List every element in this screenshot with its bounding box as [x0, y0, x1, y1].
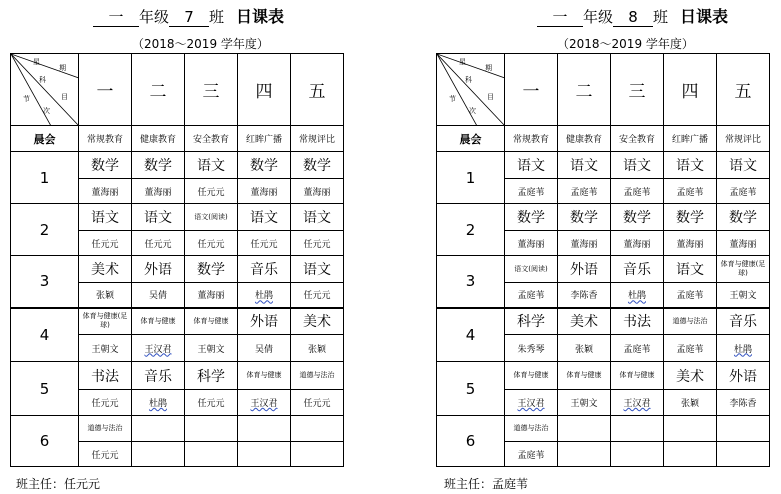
- subject-cell: 语文: [558, 152, 611, 179]
- subject-cell: 外语: [132, 256, 185, 283]
- timetable: [10, 53, 344, 467]
- teacher-cell: [717, 442, 770, 467]
- day-header: 三: [611, 54, 664, 126]
- subject-cell: 体育与健康: [611, 362, 664, 390]
- subject-cell: 语文: [664, 152, 717, 179]
- day-header: 二: [132, 54, 185, 126]
- day-header: 二: [558, 54, 611, 126]
- head-teacher: 班主任：孟庭苇: [444, 477, 529, 491]
- subject-cell: 语文(阅读): [185, 204, 238, 231]
- teacher-cell: 任元元: [238, 231, 291, 256]
- day-header: 三: [185, 54, 238, 126]
- teacher-cell: 孟庭苇: [611, 335, 664, 362]
- teacher-cell: 董海丽: [611, 231, 664, 256]
- grade-label: 年级: [139, 8, 170, 26]
- corner-label: 次: [43, 107, 50, 115]
- teacher-cell: 任元元: [185, 390, 238, 416]
- subject-cell: 语文: [717, 152, 770, 179]
- subject-cell: 书法: [611, 308, 664, 335]
- class-label: 班: [653, 8, 669, 26]
- teacher-cell: 李陈香: [717, 390, 770, 416]
- assembly-cell: 红眸广播: [238, 126, 291, 152]
- class-label: 班: [209, 8, 225, 26]
- teacher-cell: 任元元: [185, 179, 238, 204]
- teacher-cell: 吴倩: [132, 283, 185, 308]
- subject-cell: 科学: [505, 308, 558, 335]
- teacher-cell: 孟庭苇: [505, 179, 558, 204]
- subject-cell: 美术: [291, 308, 344, 335]
- subject-cell: 数学: [505, 204, 558, 231]
- corner-label: 星: [459, 58, 466, 66]
- subject-cell: 道德与法治: [291, 362, 344, 390]
- day-header: 一: [79, 54, 132, 126]
- period-number: 4: [11, 308, 79, 362]
- teacher-cell: 任元元: [79, 231, 132, 256]
- subject-cell: [238, 416, 291, 442]
- teacher-cell: 任元元: [291, 390, 344, 416]
- subject-cell: 数学: [238, 152, 291, 179]
- subject-cell: 语文: [238, 204, 291, 231]
- class-value: 8: [613, 9, 653, 27]
- teacher-cell: 董海丽: [505, 231, 558, 256]
- subject-cell: [291, 416, 344, 442]
- subject-cell: 音乐: [611, 256, 664, 283]
- subject-cell: [185, 416, 238, 442]
- assembly-cell: 安全教育: [185, 126, 238, 152]
- teacher-cell: [558, 442, 611, 467]
- teacher-cell: [291, 442, 344, 467]
- assembly-cell: 红眸广播: [664, 126, 717, 152]
- subject-cell: 数学: [291, 152, 344, 179]
- teacher-cell: 杜鹃: [132, 390, 185, 416]
- subject-cell: 美术: [558, 308, 611, 335]
- subject-cell: 道德与法治: [664, 308, 717, 335]
- teacher-cell: 董海丽: [558, 231, 611, 256]
- grade-label: 年级: [583, 8, 614, 26]
- teacher-cell: 孟庭苇: [664, 335, 717, 362]
- subject-cell: 数学: [611, 204, 664, 231]
- subject-cell: 音乐: [132, 362, 185, 390]
- timetable: [436, 53, 770, 467]
- teacher-cell: 任元元: [185, 231, 238, 256]
- teacher-cell: 董海丽: [238, 179, 291, 204]
- head-teacher: 班主任：任元元: [16, 477, 101, 491]
- subject-cell: 美术: [79, 256, 132, 283]
- corner-label: 次: [469, 107, 476, 115]
- teacher-cell: 孟庭苇: [558, 179, 611, 204]
- period-number: 2: [11, 204, 79, 256]
- teacher-cell: 张颖: [79, 283, 132, 308]
- assembly-cell: 常规评比: [717, 126, 770, 152]
- subject-cell: 道德与法治: [79, 416, 132, 442]
- teacher-cell: [611, 442, 664, 467]
- teacher-cell: [238, 442, 291, 467]
- teacher-cell: 张颖: [664, 390, 717, 416]
- subject-cell: 外语: [238, 308, 291, 335]
- subject-cell: 科学: [185, 362, 238, 390]
- teacher-cell: 杜鹃: [238, 283, 291, 308]
- schedule-title: [537, 4, 728, 27]
- subject-cell: 数学: [717, 204, 770, 231]
- corner-label: 节: [449, 95, 456, 103]
- teacher-cell: [132, 442, 185, 467]
- teacher-cell: 任元元: [291, 231, 344, 256]
- teacher-cell: 王汉君: [132, 335, 185, 362]
- subject-cell: 语文: [291, 256, 344, 283]
- teacher-cell: 王朝文: [558, 390, 611, 416]
- teacher-cell: 朱秀琴: [505, 335, 558, 362]
- subject-cell: 体育与健康(足球): [79, 308, 132, 335]
- assembly-cell: 常规教育: [505, 126, 558, 152]
- subject-cell: 语文: [611, 152, 664, 179]
- timetable-title: 日课表: [236, 7, 285, 26]
- teacher-cell: 孟庭苇: [611, 179, 664, 204]
- teacher-cell: 董海丽: [79, 179, 132, 204]
- period-number: 4: [437, 308, 505, 362]
- period-number: 3: [11, 256, 79, 308]
- subject-cell: 语文: [505, 152, 558, 179]
- teacher-cell: 董海丽: [185, 283, 238, 308]
- grade-value: 一: [537, 9, 583, 27]
- teacher-cell: 王朝文: [185, 335, 238, 362]
- teacher-cell: 王汉君: [238, 390, 291, 416]
- day-header: 五: [291, 54, 344, 126]
- subject-cell: 语文: [132, 204, 185, 231]
- teacher-cell: [185, 442, 238, 467]
- subject-cell: [717, 416, 770, 442]
- teacher-cell: 孟庭苇: [505, 442, 558, 467]
- subject-cell: 音乐: [717, 308, 770, 335]
- assembly-label: 晨会: [11, 126, 79, 152]
- subject-cell: 语文: [79, 204, 132, 231]
- subject-cell: 语文(阅读): [505, 256, 558, 283]
- corner-label: 期: [485, 64, 492, 72]
- subject-cell: 道德与法治: [505, 416, 558, 442]
- schedule-title: [93, 4, 284, 27]
- teacher-cell: 王朝文: [717, 283, 770, 308]
- subject-cell: 语文: [185, 152, 238, 179]
- period-number: 5: [437, 362, 505, 416]
- subject-cell: 外语: [717, 362, 770, 390]
- teacher-cell: 吴倩: [238, 335, 291, 362]
- subject-cell: 数学: [558, 204, 611, 231]
- teacher-cell: 董海丽: [132, 179, 185, 204]
- teacher-cell: 杜鹃: [611, 283, 664, 308]
- assembly-label: 晨会: [437, 126, 505, 152]
- subject-cell: 体育与健康(足球): [717, 256, 770, 283]
- teacher-cell: 孟庭苇: [664, 179, 717, 204]
- subject-cell: [611, 416, 664, 442]
- subject-cell: [664, 416, 717, 442]
- teacher-cell: 任元元: [291, 283, 344, 308]
- teacher-cell: 张颖: [558, 335, 611, 362]
- period-number: 1: [437, 152, 505, 204]
- teacher-cell: 孟庭苇: [505, 283, 558, 308]
- school-year: （2018～2019 学年度）: [557, 37, 694, 51]
- subject-cell: 数学: [664, 204, 717, 231]
- assembly-cell: 健康教育: [558, 126, 611, 152]
- assembly-cell: 健康教育: [132, 126, 185, 152]
- subject-cell: [558, 416, 611, 442]
- teacher-cell: 李陈香: [558, 283, 611, 308]
- subject-cell: 体育与健康: [505, 362, 558, 390]
- corner-label: 目: [487, 93, 494, 101]
- subject-cell: 数学: [79, 152, 132, 179]
- subject-cell: 外语: [558, 256, 611, 283]
- teacher-cell: 张颖: [291, 335, 344, 362]
- teacher-cell: 王汉君: [611, 390, 664, 416]
- corner-label: 节: [23, 95, 30, 103]
- day-header: 四: [238, 54, 291, 126]
- timetable-title: 日课表: [680, 7, 729, 26]
- corner-cell: [437, 54, 505, 126]
- day-header: 四: [664, 54, 717, 126]
- subject-cell: 体育与健康: [558, 362, 611, 390]
- teacher-cell: 任元元: [79, 390, 132, 416]
- period-number: 6: [437, 416, 505, 467]
- subject-cell: 美术: [664, 362, 717, 390]
- assembly-cell: 常规教育: [79, 126, 132, 152]
- teacher-cell: 孟庭苇: [717, 179, 770, 204]
- subject-cell: 体育与健康: [185, 308, 238, 335]
- period-number: 2: [437, 204, 505, 256]
- teacher-cell: 杜鹃: [717, 335, 770, 362]
- subject-cell: 书法: [79, 362, 132, 390]
- teacher-cell: 王朝文: [79, 335, 132, 362]
- teacher-cell: 任元元: [79, 442, 132, 467]
- day-header: 五: [717, 54, 770, 126]
- period-number: 5: [11, 362, 79, 416]
- corner-label: 星: [33, 58, 40, 66]
- school-year: （2018～2019 学年度）: [132, 37, 269, 51]
- subject-cell: 语文: [664, 256, 717, 283]
- assembly-cell: 安全教育: [611, 126, 664, 152]
- day-header: 一: [505, 54, 558, 126]
- class-value: 7: [169, 9, 209, 27]
- teacher-cell: 王汉君: [505, 390, 558, 416]
- subject-cell: 数学: [132, 152, 185, 179]
- subject-cell: 体育与健康: [132, 308, 185, 335]
- corner-label: 科: [39, 76, 46, 84]
- teacher-cell: 董海丽: [664, 231, 717, 256]
- teacher-cell: 孟庭苇: [664, 283, 717, 308]
- subject-cell: 体育与健康: [238, 362, 291, 390]
- subject-cell: 数学: [185, 256, 238, 283]
- corner-cell: [11, 54, 79, 126]
- teacher-cell: [664, 442, 717, 467]
- teacher-cell: 董海丽: [717, 231, 770, 256]
- period-number: 6: [11, 416, 79, 467]
- subject-cell: 音乐: [238, 256, 291, 283]
- teacher-cell: 董海丽: [291, 179, 344, 204]
- grade-value: 一: [93, 9, 139, 27]
- period-number: 3: [437, 256, 505, 308]
- corner-label: 目: [61, 93, 68, 101]
- subject-cell: 语文: [291, 204, 344, 231]
- assembly-cell: 常规评比: [291, 126, 344, 152]
- period-number: 1: [11, 152, 79, 204]
- corner-label: 期: [59, 64, 66, 72]
- teacher-cell: 任元元: [132, 231, 185, 256]
- subject-cell: [132, 416, 185, 442]
- corner-label: 科: [465, 76, 472, 84]
